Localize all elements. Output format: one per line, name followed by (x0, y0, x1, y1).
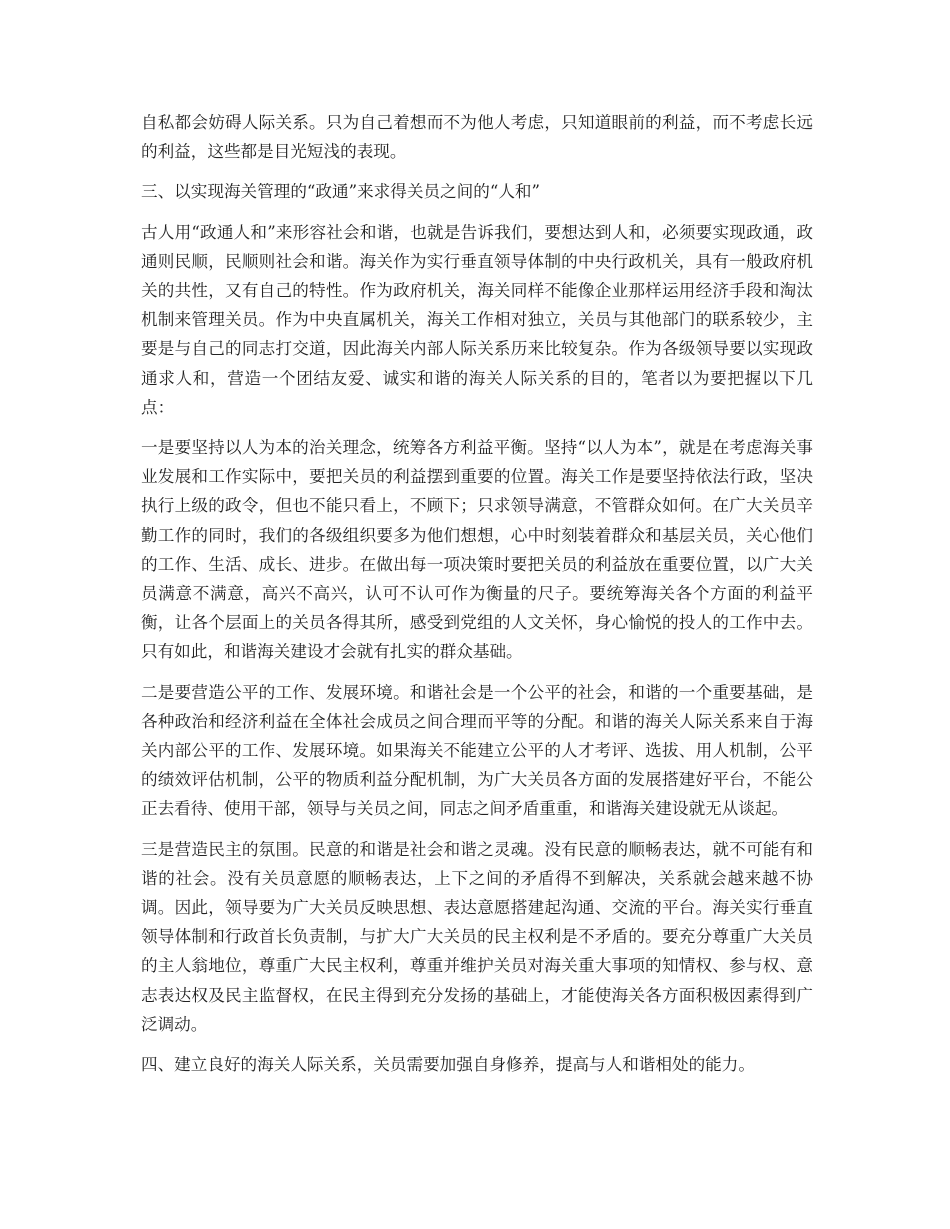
section-heading-4: 四、建立良好的海关人际关系，关员需要加强自身修养，提高与人和谐相处的能力。 (141, 1055, 755, 1075)
paragraph-point-1: 一是要坚持以人为本的治关理念，统筹各方利益平衡。坚持“以人为本”，就是在考虑海关事业发展和工作实际中，要把关员的利益摆到重要的位置。海关工作是要坚持依法行政，坚决执行上级的政令，但也不能只看上，不顾下；只求领导满意，不管群众如何。在广大关员辛勤工作的同时，我们的各级组织要多为他们想想，心中时刻装着群众和基层关员，关心他们的工作、生活、成长、进步。在做出每一项决策时要把关员的利益放在重要位置，以广大关员满意不满意，高兴不高兴，认可不认可作为衡量的尺子。要统筹海关各个方面的利益平衡，让各个层面上的关员各得其所，感受到党组的人文关怀，身心愉悦的投人的工作中去。只有如此，和谐海关建设才会就有扎实的群众基础。 (141, 438, 813, 662)
paragraph-intro: 古人用“政通人和”来形容社会和谐，也就是告诉我们，要想达到人和，必须要实现政通，政通则民顺，民顺则社会和谐。海关作为实行垂直领导体制的中央行政机关，具有一般政府机关的共性，又有自己的特性。作为政府机关，海关同样不能像企业那样运用经济手段和淘汰机制来管理关员。作为中央直属机关，海关工作相对独立，关员与其他部门的联系较少，主要是与自己的同志打交道，因此海关内部人际关系历来比较复杂。作为各级领导要以实现政通求人和，营造一个团结友爱、诚实和谐的海关人际关系的目的，笔者以为要把握以下几点： (141, 222, 813, 417)
document-body (141, 108, 813, 1090)
section-heading-3: 三、以实现海关管理的“政通”来求得关员之间的“人和” (141, 182, 540, 202)
paragraph-continuation: 自私都会妨碍人际关系。只为自己着想而不为他人考虑，只知道眼前的利益，而不考虑长远的利益，这些都是目光短浅的表现。 (141, 113, 813, 162)
paragraph-point-3: 三是营造民主的氛围。民意的和谐是社会和谐之灵魂。没有民意的顺畅表达，就不可能有和谐的社会。没有关员意愿的顺畅表达，上下之间的矛盾得不到解决，关系就会越来越不协调。因此，领导要为广大关员反映思想、表达意愿搭建起沟通、交流的平台。海关实行垂直领导体制和行政首长负责制，与扩大广大关员的民主权利是不矛盾的。要充分尊重广大关员的主人翁地位，尊重广大民主权利，尊重并维护关员对海关重大事项的知情权、参与权、意志表达权及民主监督权，在民主得到充分发扬的基础上，才能使海关各方面积极因素得到广泛调动。 (141, 839, 813, 1034)
paragraph-point-2: 二是要营造公平的工作、发展环境。和谐社会是一个公平的社会，和谐的一个重要基础，是各种政治和经济利益在全体社会成员之间合理而平等的分配。和谐的海关人际关系来自于海关内部公平的工作、发展环境。如果海关不能建立公平的人才考评、选拔、用人机制，公平的绩效评估机制，公平的物质利益分配机制，为广大关员各方面的发展搭建好平台，不能公正去看待、使用干部，领导与关员之间，同志之间矛盾重重，和谐海关建设就无从谈起。 (141, 682, 813, 819)
